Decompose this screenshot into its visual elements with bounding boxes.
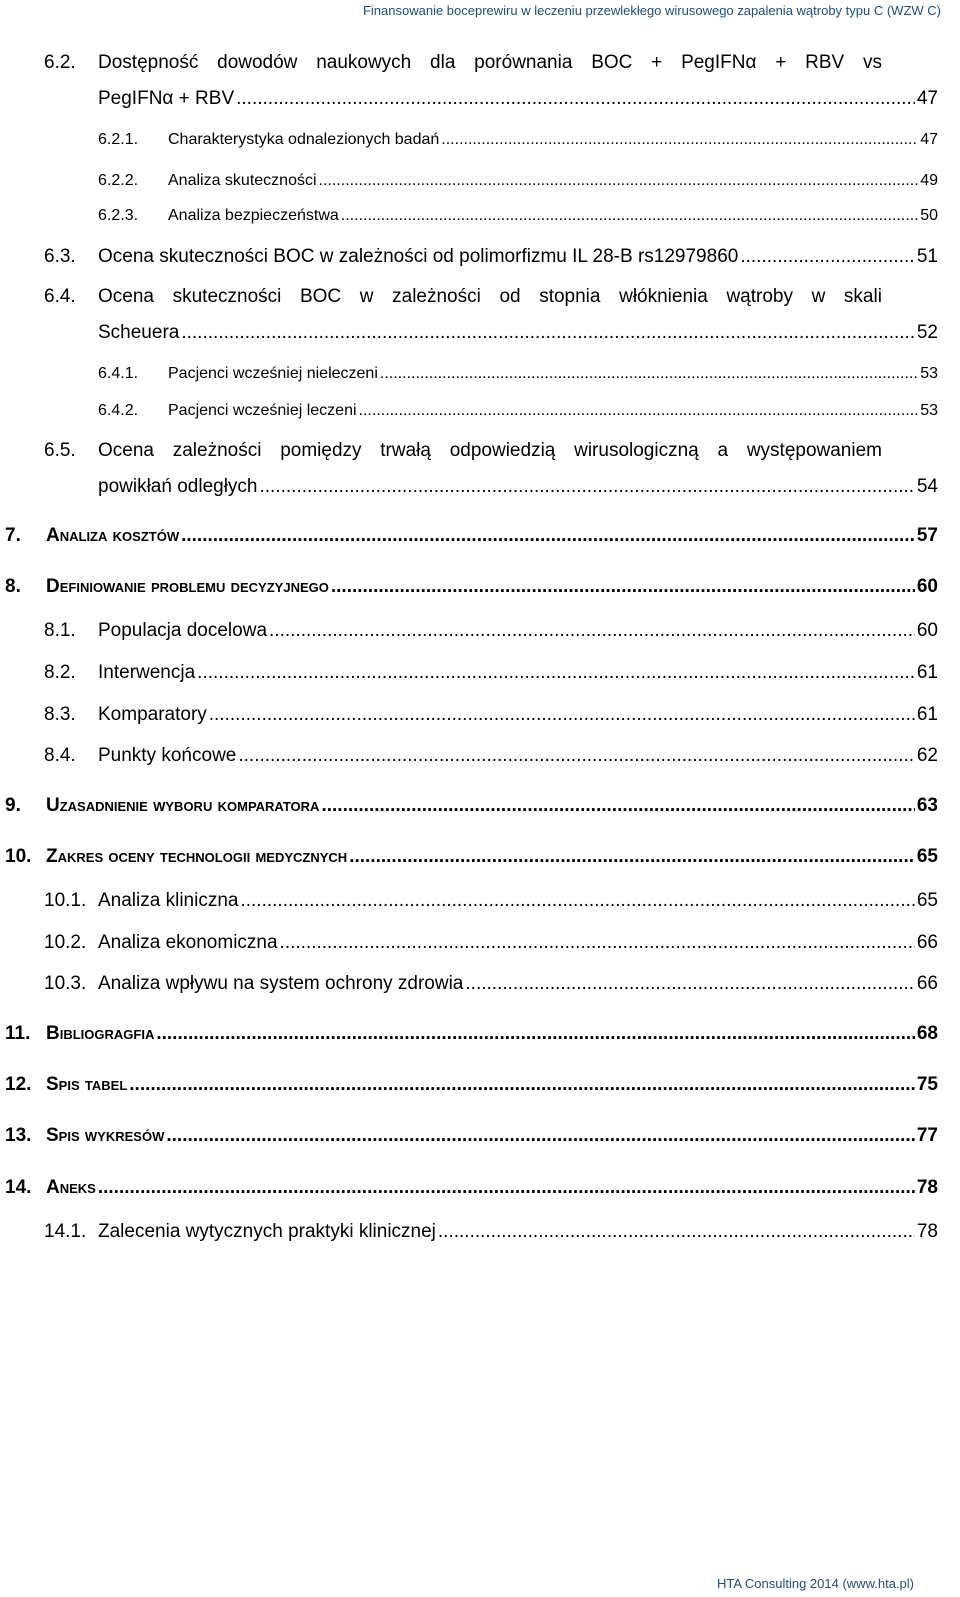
toc-entry-page: 60	[916, 620, 938, 641]
toc-entry-title: Spis tabel	[46, 1074, 128, 1095]
leader-dots	[319, 169, 919, 193]
toc-entry-title: Pacjenci wcześniej nieleczeni	[168, 365, 378, 382]
running-footer: HTA Consulting 2014 (www.hta.pl)	[716, 1576, 914, 1591]
toc-entry-title-line2: powikłań odległych	[98, 476, 258, 497]
leader-dots	[465, 972, 914, 996]
toc-entry-6-2-1[interactable]	[98, 128, 938, 152]
toc-entry-number: 6.2.1.	[98, 131, 139, 148]
toc-entry-title: Spis wykresów	[46, 1125, 165, 1146]
toc-entry-8-4[interactable]	[44, 744, 938, 768]
leader-dots	[380, 362, 918, 386]
toc-entry-number: 8.1.	[44, 620, 76, 641]
toc-entry-page: 61	[916, 704, 938, 725]
toc-entry-page: 57	[916, 525, 938, 546]
leader-dots	[129, 1073, 915, 1097]
toc-entry-page: 62	[916, 745, 938, 766]
leader-dots	[280, 931, 915, 955]
toc-entry-6-2[interactable]	[44, 51, 938, 111]
toc-entry-page: 66	[916, 973, 938, 994]
toc-entry-number: 10.3.	[44, 973, 87, 994]
toc-entry-page: 78	[916, 1221, 938, 1242]
leader-dots	[238, 744, 915, 768]
toc-entry-number: 8.	[5, 576, 21, 597]
toc-entry-page: 52	[916, 322, 938, 343]
toc-entry-page: 51	[916, 246, 938, 267]
toc-entry-page: 75	[916, 1074, 938, 1095]
toc-entry-page: 53	[920, 402, 938, 419]
toc-entry-title: Analiza skuteczności	[168, 172, 317, 189]
leader-dots	[156, 1022, 915, 1046]
toc-entry-number: 6.5.	[44, 440, 76, 461]
toc-entry-6-5[interactable]	[44, 439, 938, 499]
toc-entry-8-1[interactable]	[44, 619, 938, 643]
toc-entry-title: Analiza wpływu na system ochrony zdrowia	[98, 973, 464, 994]
toc-entry-number: 6.2.3.	[98, 207, 139, 224]
toc-entry-10-3[interactable]	[44, 972, 938, 996]
toc-entry-9[interactable]	[5, 794, 938, 818]
toc-entry-12[interactable]	[5, 1073, 938, 1097]
leader-dots	[209, 703, 915, 727]
leader-dots	[321, 794, 914, 818]
toc-entry-page: 47	[916, 88, 938, 109]
leader-dots	[181, 524, 915, 548]
toc-entry-6-4[interactable]	[44, 285, 938, 345]
toc-entry-number: 6.4.1.	[98, 365, 139, 382]
toc-entry-page: 50	[920, 207, 938, 224]
toc-entry-page: 68	[916, 1023, 938, 1044]
toc-entry-title: Analiza bezpieczeństwa	[168, 207, 339, 224]
leader-dots	[197, 661, 915, 685]
toc-entry-14-1[interactable]	[44, 1220, 938, 1244]
leader-dots	[349, 845, 915, 869]
toc-entry-number: 7.	[5, 525, 21, 546]
toc-entry-page: 77	[916, 1125, 938, 1146]
toc-entry-11[interactable]	[5, 1022, 938, 1046]
toc-entry-title: Bibliogragfia	[46, 1023, 155, 1044]
toc-entry-page: 61	[916, 662, 938, 683]
toc-entry-title: Definiowanie problemu decyzyjnego	[46, 576, 329, 597]
toc-entry-number: 11.	[5, 1023, 31, 1044]
toc-entry-number: 13.	[5, 1125, 32, 1146]
toc-entry-7[interactable]	[5, 524, 938, 548]
toc-entry-number: 14.	[5, 1177, 32, 1198]
toc-entry-title-line1: Dostępność dowodów naukowych dla porównania BOC + PegIFNα + RBV vs	[98, 52, 882, 73]
toc-entry-title-line2: Scheuera	[98, 322, 180, 343]
toc-entry-title: Uzasadnienie wyboru komparatora	[46, 795, 320, 816]
toc-entry-number: 8.4.	[44, 745, 76, 766]
leader-dots	[98, 1176, 915, 1200]
leader-dots	[331, 575, 915, 599]
toc-entry-6-4-2[interactable]	[98, 399, 938, 423]
leader-dots	[359, 399, 919, 423]
toc-entry-6-4-1[interactable]	[98, 362, 938, 386]
toc-entry-number: 10.2.	[44, 932, 87, 953]
toc-entry-10-2[interactable]	[44, 931, 938, 955]
toc-entry-page: 54	[916, 476, 938, 497]
toc-entry-title: Zakres oceny technologii medycznych	[46, 846, 348, 867]
toc-entry-title: Zalecenia wytycznych praktyki klinicznej	[98, 1221, 436, 1242]
leader-dots	[181, 321, 915, 345]
toc-entry-number: 6.4.	[44, 286, 76, 307]
leader-dots	[269, 619, 915, 643]
toc-entry-14[interactable]	[5, 1176, 938, 1200]
toc-entry-number: 10.1.	[44, 890, 87, 911]
toc-entry-number: 14.1.	[44, 1221, 87, 1242]
toc-entry-title: Analiza kosztów	[46, 525, 180, 546]
leader-dots	[260, 475, 915, 499]
toc-entry-title: Ocena skuteczności BOC w zależności od polimorfizmu IL 28-B rs12979860	[98, 246, 739, 267]
leader-dots	[740, 245, 915, 269]
toc-entry-title: Pacjenci wcześniej leczeni	[168, 402, 357, 419]
toc-entry-10[interactable]	[5, 845, 938, 869]
toc-entry-title: Populacja docelowa	[98, 620, 268, 641]
toc-entry-title: Analiza kliniczna	[98, 890, 239, 911]
toc-entry-title: Analiza ekonomiczna	[98, 932, 278, 953]
leader-dots	[236, 87, 915, 111]
toc-entry-6-2-3[interactable]	[98, 204, 938, 228]
toc-entry-page: 78	[916, 1177, 938, 1198]
running-header: Finansowanie boceprewiru w leczeniu przewlekłego wirusowego zapalenia wątroby typu C (WZW C)	[362, 3, 941, 18]
toc-entry-page: 65	[916, 890, 938, 911]
toc-entry-6-2-2[interactable]	[98, 169, 938, 193]
toc-entry-number: 8.3.	[44, 704, 76, 725]
toc-entry-number: 6.4.2.	[98, 402, 139, 419]
leader-dots	[438, 1220, 915, 1244]
toc-entry-page: 47	[920, 131, 938, 148]
toc-entry-number: 12.	[5, 1074, 32, 1095]
toc-entry-page: 53	[920, 365, 938, 382]
toc-entry-title: Komparatory	[98, 704, 207, 725]
toc-entry-page: 66	[916, 932, 938, 953]
toc-entry-13[interactable]	[5, 1124, 938, 1148]
toc-entry-title: Interwencja	[98, 662, 196, 683]
toc-entry-title-line1: Ocena zależności pomiędzy trwałą odpowiedzią wirusologiczną a występowaniem	[98, 440, 882, 461]
toc-entry-number: 8.2.	[44, 662, 76, 683]
leader-dots	[441, 128, 918, 152]
toc-entry-page: 65	[916, 846, 938, 867]
toc-entry-number: 6.2.2.	[98, 172, 139, 189]
toc-entry-page: 63	[916, 795, 938, 816]
toc-entry-number: 10.	[5, 846, 32, 867]
leader-dots	[166, 1124, 915, 1148]
toc-entry-page: 49	[920, 172, 938, 189]
toc-entry-number: 6.2.	[44, 52, 76, 73]
toc-entry-title: Punkty końcowe	[98, 745, 237, 766]
toc-entry-title: Charakterystyka odnalezionych badań	[168, 131, 440, 148]
toc-entry-8-2[interactable]	[44, 661, 938, 685]
toc-entry-6-3[interactable]	[44, 245, 938, 269]
toc-entry-number: 9.	[5, 795, 21, 816]
toc-entry-10-1[interactable]	[44, 889, 938, 913]
toc-entry-number: 6.3.	[44, 246, 76, 267]
leader-dots	[341, 204, 918, 228]
toc-entry-8[interactable]	[5, 575, 938, 599]
leader-dots	[240, 889, 914, 913]
toc-entry-page: 60	[916, 576, 938, 597]
toc-entry-8-3[interactable]	[44, 703, 938, 727]
toc-entry-title-line2: PegIFNα + RBV	[98, 88, 235, 109]
toc-entry-title-line1: Ocena skuteczności BOC w zależności od stopnia włóknienia wątroby w skali	[98, 286, 882, 307]
toc-entry-title: Aneks	[46, 1177, 96, 1198]
